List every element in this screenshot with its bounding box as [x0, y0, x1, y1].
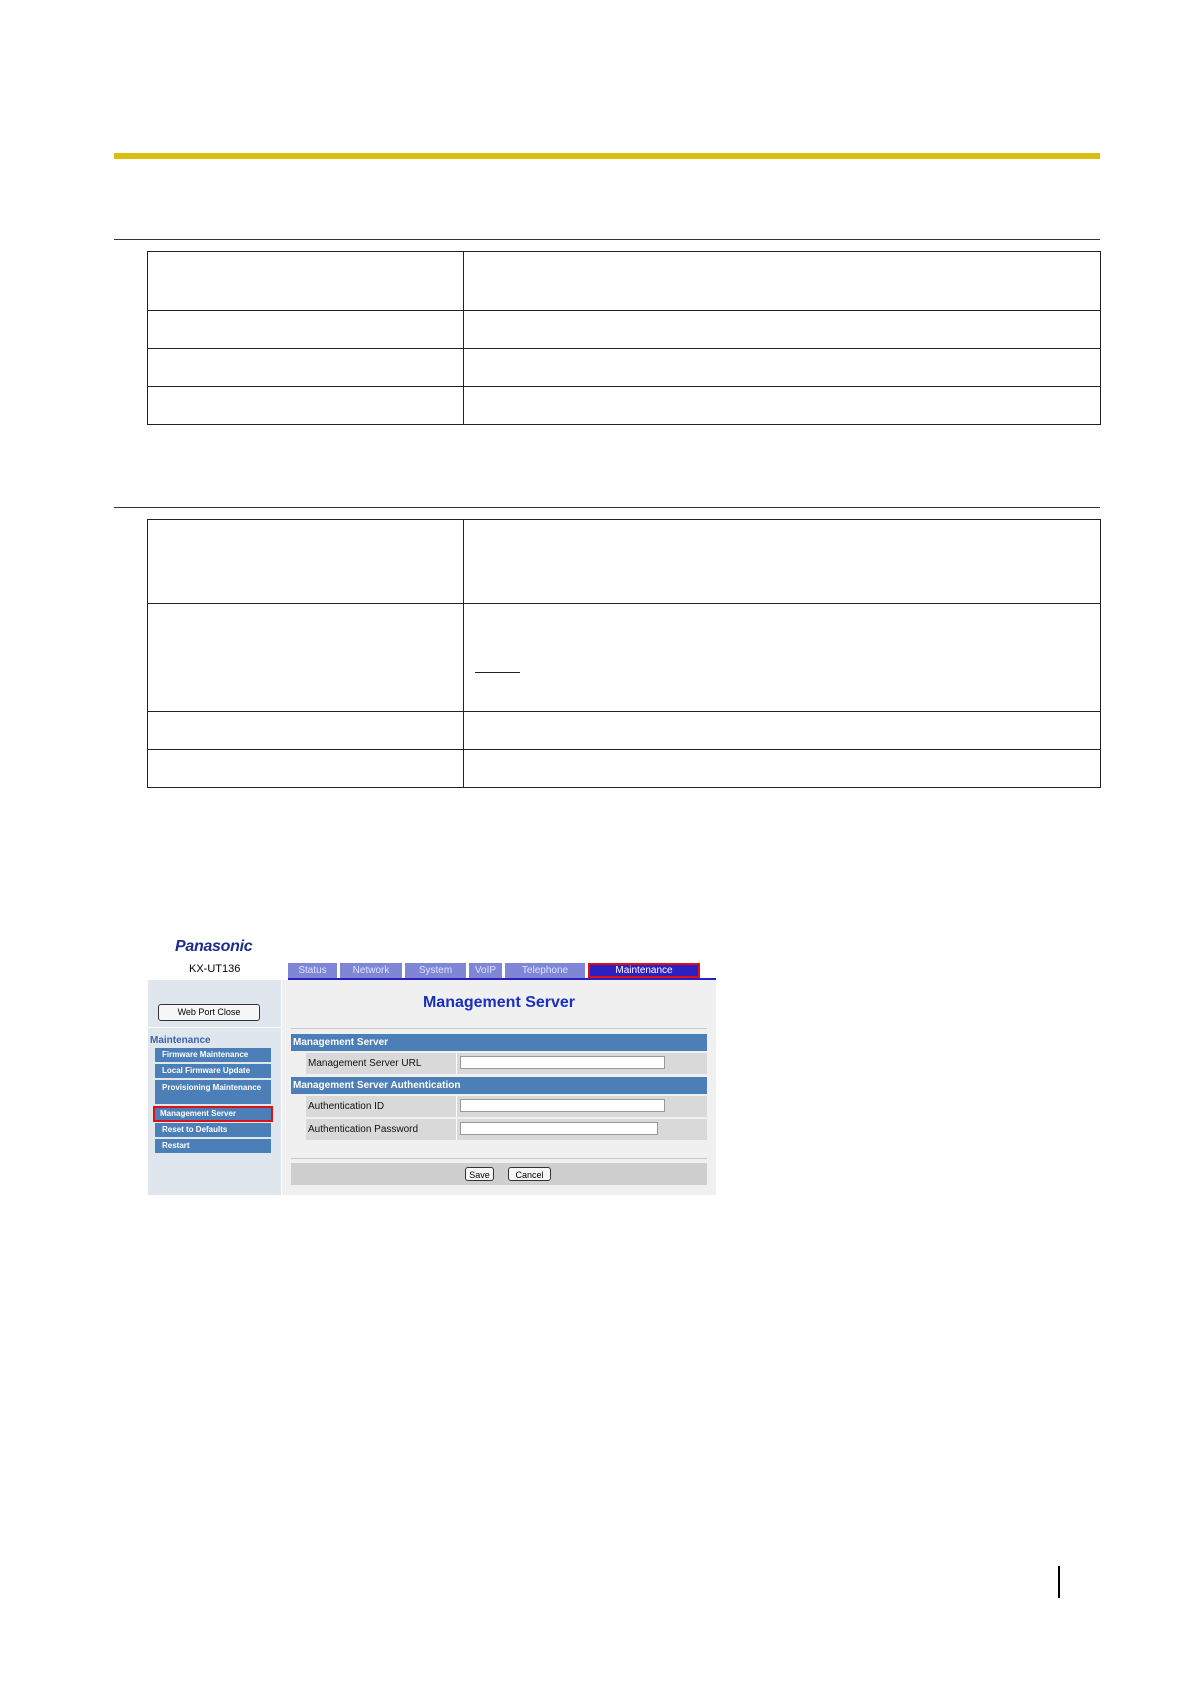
table-cell-value — [464, 520, 1101, 604]
authentication-password-input[interactable] — [460, 1122, 658, 1135]
tab-voip[interactable]: VoIP — [469, 963, 502, 978]
tab-system[interactable]: System — [405, 963, 466, 978]
table-cell-label — [148, 349, 464, 387]
table-row — [148, 387, 1101, 425]
header-color-bar — [114, 153, 1100, 159]
table-cell-value — [464, 750, 1101, 788]
tab-telephone[interactable]: Telephone — [505, 963, 585, 978]
table-cell-value — [464, 604, 1101, 712]
field-separator — [456, 1119, 457, 1140]
table-cell-label — [148, 712, 464, 750]
sidebar — [148, 980, 281, 1195]
table-cell-value — [464, 349, 1101, 387]
table-row — [148, 712, 1101, 750]
table-cell-value — [464, 311, 1101, 349]
sidebar-title: Maintenance — [150, 1035, 211, 1046]
table-row — [148, 520, 1101, 604]
field-label: Management Server URL — [308, 1058, 422, 1069]
settings-table-1 — [147, 251, 1101, 425]
underline-mark — [475, 672, 520, 673]
table-cell-label — [148, 311, 464, 349]
table-cell-label — [148, 252, 464, 311]
cancel-button[interactable]: Cancel — [508, 1167, 551, 1181]
section-divider-1 — [114, 239, 1100, 240]
table-cell-label — [148, 604, 464, 712]
sidebar-item-local-firmware-update[interactable]: Local Firmware Update — [155, 1064, 271, 1078]
field-label: Authentication Password — [308, 1124, 419, 1135]
field-separator — [456, 1053, 457, 1074]
tab-status[interactable]: Status — [288, 963, 337, 978]
model-name: KX-UT136 — [189, 963, 241, 975]
tab-maintenance[interactable]: Maintenance — [588, 963, 700, 978]
field-row-authentication-id — [306, 1096, 707, 1117]
button-bar — [291, 1163, 707, 1185]
management-server-url-input[interactable] — [460, 1056, 665, 1069]
main-panel — [282, 980, 716, 1195]
tab-network[interactable]: Network — [340, 963, 402, 978]
table-cell-value — [464, 387, 1101, 425]
field-label: Authentication ID — [308, 1101, 385, 1112]
tab-bar — [288, 963, 700, 978]
table-row — [148, 252, 1101, 311]
save-button[interactable]: Save — [465, 1167, 494, 1181]
table-row — [148, 349, 1101, 387]
authentication-id-input[interactable] — [460, 1099, 665, 1112]
table-cell-label — [148, 387, 464, 425]
table-cell-label — [148, 750, 464, 788]
sidebar-item-provisioning-maintenance[interactable]: Provisioning Maintenance — [155, 1080, 271, 1104]
sidebar-item-reset-to-defaults[interactable]: Reset to Defaults — [155, 1123, 271, 1137]
settings-table-2 — [147, 519, 1101, 788]
sidebar-divider — [148, 1027, 281, 1028]
brand-logo: Panasonic — [175, 938, 253, 955]
section-divider-2 — [114, 507, 1100, 508]
section-heading-management-server: Management Server — [291, 1034, 707, 1051]
web-port-close-button[interactable]: Web Port Close — [158, 1004, 260, 1021]
table-cell-value — [464, 252, 1101, 311]
sidebar-item-restart[interactable]: Restart — [155, 1139, 271, 1153]
field-row-server-url — [306, 1053, 707, 1074]
page-title: Management Server — [422, 994, 576, 1011]
form-divider — [291, 1158, 707, 1159]
sidebar-item-firmware-maintenance[interactable]: Firmware Maintenance — [155, 1048, 271, 1062]
section-heading-authentication: Management Server Authentication — [291, 1077, 707, 1094]
page-number-bar — [1058, 1566, 1060, 1598]
table-row — [148, 604, 1101, 712]
field-row-authentication-password — [306, 1119, 707, 1140]
sidebar-item-management-server[interactable]: Management Server — [153, 1106, 273, 1122]
field-separator — [456, 1096, 457, 1117]
title-divider — [291, 1028, 707, 1029]
web-ui-screenshot — [148, 930, 716, 1195]
table-row — [148, 311, 1101, 349]
table-row — [148, 750, 1101, 788]
table-cell-value — [464, 712, 1101, 750]
table-cell-label — [148, 520, 464, 604]
